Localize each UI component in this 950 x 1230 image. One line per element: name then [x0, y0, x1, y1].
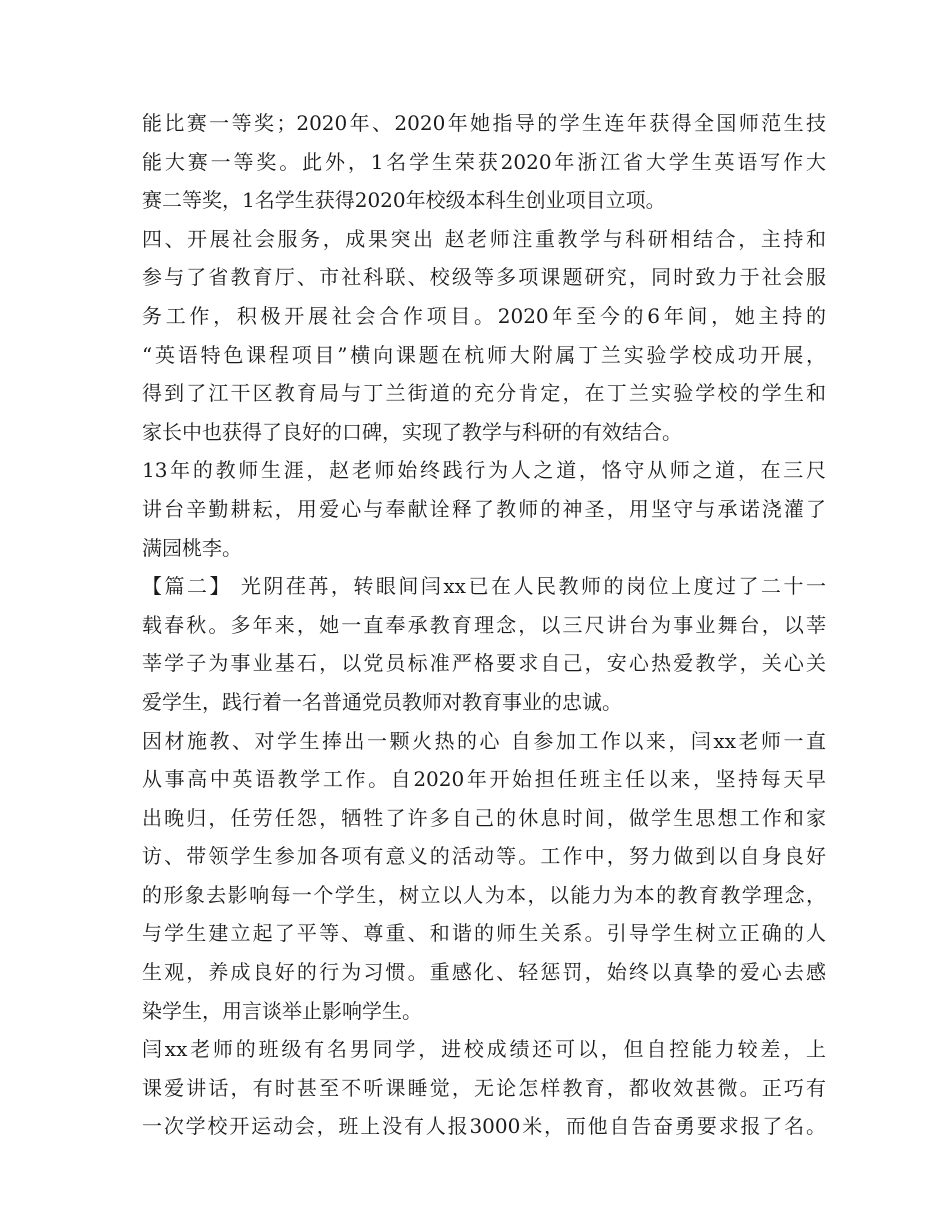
section-heading-line: 四、开展社会服务，成果突出 赵老师注重教学与科研相结合，主持和: [142, 226, 826, 251]
text-line: 满园桃李。: [142, 535, 242, 560]
text-line: 课爱讲话，有时甚至不听课睡觉，无论怎样教育，都收效甚微。正巧有: [142, 1075, 826, 1100]
section-heading-line: 【篇二】 光阴荏苒，转眼间闫xx已在人民教师的岗位上度过了二十一: [142, 574, 826, 599]
text-line: 赛二等奖，1名学生获得2020年校级本科生创业项目立项。: [142, 188, 666, 213]
section-heading-line: 因材施教、对学生捧出一颗火热的心 自参加工作以来，闫xx老师一直: [142, 728, 826, 753]
text-line: 从事高中英语教学工作。自2020年开始担任班主任以来，坚持每天早: [142, 767, 826, 792]
text-line: 能大赛一等奖。此外，1名学生荣获2020年浙江省大学生英语写作大: [142, 149, 826, 174]
text-line: 爱学生，践行着一名普通党员教师对教育事业的忠诚。: [142, 689, 622, 714]
text-line: 与学生建立起了平等、尊重、和谐的师生关系。引导学生树立正确的人: [142, 921, 826, 946]
text-line: 访、带领学生参加各项有意义的活动等。工作中，努力做到以自身良好: [142, 844, 826, 869]
text-line: 能比赛一等奖；2020年、2020年她指导的学生连年获得全国师范生技: [142, 111, 826, 135]
text-line: 13年的教师生涯，赵老师始终践行为人之道，恪守从师之道，在三尺: [142, 458, 826, 483]
text-line: 的形象去影响每一个学生，树立以人为本，以能力为本的教育教学理念，: [142, 882, 826, 907]
text-line: “英语特色课程项目”横向课题在杭师大附属丁兰实验学校成功开展，: [142, 342, 826, 367]
text-line: 出晚归，任劳任怨，牺牲了许多自己的休息时间，做学生思想工作和家: [142, 805, 826, 830]
text-line: 载春秋。多年来，她一直奉承教育理念，以三尺讲台为事业舞台，以莘: [142, 612, 826, 637]
text-line: 一次学校开运动会，班上没有人报3000米，而他自告奋勇要求报了名。: [142, 1114, 826, 1139]
document-body: [142, 104, 826, 1146]
text-line: 染学生，用言谈举止影响学生。: [142, 998, 422, 1023]
text-line: 闫xx老师的班级有名男同学，进校成绩还可以，但自控能力较差，上: [142, 1037, 826, 1062]
text-line: 务工作，积极开展社会合作项目。2020年至今的6年间，她主持的: [142, 303, 826, 328]
text-line: 莘学子为事业基石，以党员标准严格要求自己，安心热爱教学，关心关: [142, 651, 826, 676]
text-line: 参与了省教育厅、市社科联、校级等多项课题研究，同时致力于社会服: [142, 265, 826, 290]
text-line: 得到了江干区教育局与丁兰街道的充分肯定，在丁兰实验学校的学生和: [142, 381, 826, 406]
text-line: 生观，养成良好的行为习惯。重感化、轻惩罚，始终以真挚的爱心去感: [142, 960, 826, 985]
text-line: 讲台辛勤耕耘，用爱心与奉献诠释了教师的神圣，用坚守与承诺浇灌了: [142, 496, 826, 521]
text-line: 家长中也获得了良好的口碑，实现了教学与科研的有效结合。: [142, 419, 682, 444]
